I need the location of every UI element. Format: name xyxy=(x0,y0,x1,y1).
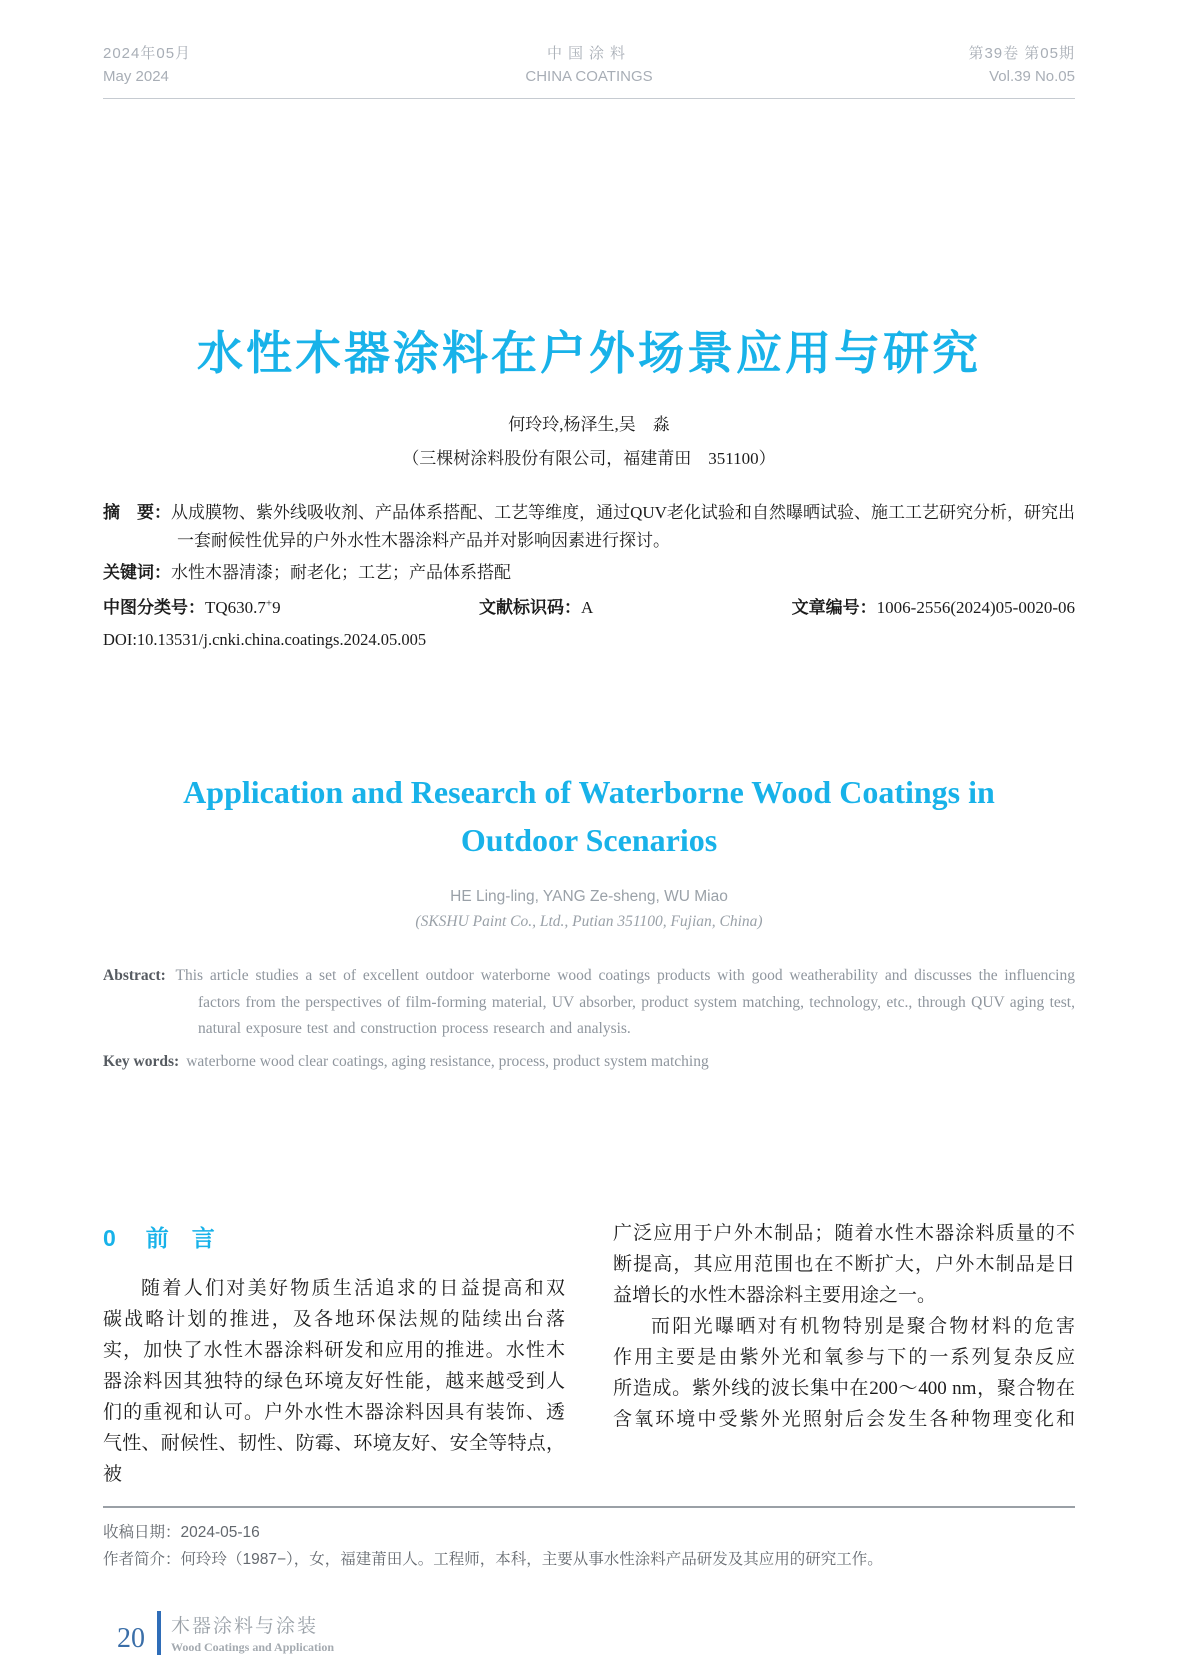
abstract-en xyxy=(103,963,1075,1043)
body-line: 气性、耐候性、韧性、防霉、环境友好、安全等特点，被 xyxy=(103,1432,565,1485)
issue-date-zh: 2024年05月 xyxy=(103,45,192,62)
document-code-label: 文献标识码： xyxy=(479,598,582,618)
abstract-zh xyxy=(103,499,1075,557)
document-code xyxy=(479,594,593,623)
classification-row xyxy=(103,594,1075,623)
abstract-en-text: This article studies a set of excellent outdoor waterborne wood coatings products with good weatherability and discusses the influencing factors from the perspectives of film-forming material, UV absorber, product system matching, technology, etc., through QUV aging test, natural exposure test and construction process research and analysis. xyxy=(175,967,1075,1038)
footer-divider-bar xyxy=(157,1611,161,1655)
section-title: 前 言 xyxy=(145,1224,215,1251)
body-line: 所造成。紫外线的波长集中在200～400 nm，聚合物在 xyxy=(613,1377,1075,1399)
body-line: 们的重视和认可。户外水性木器涂料因具有装饰、透 xyxy=(103,1401,565,1423)
author-bio-label: 作者简介： xyxy=(103,1550,181,1568)
received-date-label: 收稿日期： xyxy=(103,1523,181,1541)
issue-date-en: May 2024 xyxy=(103,68,169,86)
journal-running-head xyxy=(103,0,1075,99)
keywords-en xyxy=(103,1049,1075,1076)
affiliation-en: (SKSHU Paint Co., Ltd., Putian 351100, Fujian, China) xyxy=(415,913,763,931)
article-id-value: 1006-2556(2024)05-0020-06 xyxy=(876,598,1075,618)
left-column xyxy=(103,1218,565,1490)
keywords-zh-text: 水性木器清漆；耐老化；工艺；产品体系搭配 xyxy=(171,563,511,583)
page-footer xyxy=(103,1611,1075,1655)
received-date-line xyxy=(103,1519,1075,1546)
clc-sup: + xyxy=(265,597,273,610)
footer-section-zh: 木器涂料与涂装 xyxy=(171,1615,319,1637)
authors-zh: 何玲玲,杨泽生,吴 淼 xyxy=(508,414,670,434)
clc-number xyxy=(103,594,281,623)
keywords-en-text: waterborne wood clear coatings, aging resistance, process, product system matching xyxy=(186,1053,709,1071)
body-line: 碳战略计划的推进，及各地环保法规的陆续出台落 xyxy=(103,1308,565,1330)
author-bio-text: 何玲玲（1987−），女，福建莆田人。工程师，本科，主要从事水性涂料产品研发及其应用的研究工作。 xyxy=(180,1550,883,1568)
section-heading xyxy=(103,1220,565,1253)
body-line: 含氧环境中受紫外光照射后会发生各种物理变化和 xyxy=(613,1408,1075,1430)
abstract-zh-text: 从成膜物、紫外线吸收剂、产品体系搭配、工艺等维度，通过QUV老化试验和自然曝晒试验、施工工艺研究分析，研究出一套耐候性优异的户外水性木器涂料产品并对影响因素进行探讨。 xyxy=(171,502,1075,551)
abstract-en-label: Abstract: xyxy=(103,967,166,985)
document-code-value: A xyxy=(581,598,594,618)
right-column xyxy=(613,1218,1075,1490)
doi: DOI:10.13531/j.cnki.china.coatings.2024.05.005 xyxy=(103,630,427,650)
article-id xyxy=(792,594,1075,623)
article-title-zh: 水性木器涂料在户外场景应用与研究 xyxy=(197,326,981,379)
volume-issue-en: Vol.39 No.05 xyxy=(989,68,1075,86)
author-bio-line xyxy=(103,1546,1075,1573)
abstract-zh-label: 摘 要： xyxy=(103,502,172,522)
article-id-label: 文章编号： xyxy=(791,598,877,618)
affiliation-zh: （三棵树涂料股份有限公司，福建莆田 351100） xyxy=(402,448,776,468)
clc-label: 中图分类号： xyxy=(103,598,205,618)
footnote-block xyxy=(103,1506,1075,1573)
journal-name-zh: 中国涂料 xyxy=(546,45,631,62)
page-number: 20 xyxy=(117,1622,145,1654)
body-line: 而阳光曝晒对有机物特别是聚合物材料的危害 xyxy=(651,1315,1075,1337)
clc-tail: 9 xyxy=(272,598,281,618)
body-line: 断提高，其应用范围也在不断扩大，户外木制品是日 xyxy=(613,1253,1075,1275)
received-date-value: 2024-05-16 xyxy=(180,1523,260,1541)
body-line: 广泛应用于户外木制品；随着水性木器涂料质量的不 xyxy=(613,1222,1075,1244)
footer-section-en: Wood Coatings and Application xyxy=(171,1639,335,1654)
keywords-zh xyxy=(103,559,1075,588)
footer-section xyxy=(171,1611,334,1655)
header-journal-name xyxy=(429,42,750,89)
article-body xyxy=(103,1218,1075,1490)
body-line: 随着人们对美好物质生活追求的日益提高和双 xyxy=(141,1277,565,1299)
article-title-en-line2: Outdoor Scenarios xyxy=(460,822,718,859)
keywords-zh-label: 关键词： xyxy=(103,563,171,583)
header-volume-issue xyxy=(754,42,1075,89)
body-line: 器涂料因其独特的绿色环境友好性能，越来越受到人 xyxy=(103,1370,565,1392)
article-title-en xyxy=(103,768,1075,864)
body-line: 益增长的水性木器涂料主要用途之一。 xyxy=(613,1284,937,1306)
authors-en: HE Ling-ling, YANG Ze-sheng, WU Miao xyxy=(450,888,728,906)
section-number: 0 xyxy=(103,1224,116,1251)
volume-issue-zh: 第39卷 第05期 xyxy=(968,45,1075,62)
header-issue-date xyxy=(103,42,424,89)
body-line: 作用主要是由紫外光和氧参与下的一系列复杂反应 xyxy=(613,1346,1075,1368)
article-title-en-line1: Application and Research of Waterborne Wood Coatings in xyxy=(183,774,995,811)
body-line: 实，加快了水性木器涂料研发和应用的推进。水性木 xyxy=(103,1339,565,1361)
clc-base: TQ630.7 xyxy=(205,598,266,618)
journal-name-en: CHINA COATINGS xyxy=(525,68,653,86)
keywords-en-label: Key words: xyxy=(103,1053,180,1071)
